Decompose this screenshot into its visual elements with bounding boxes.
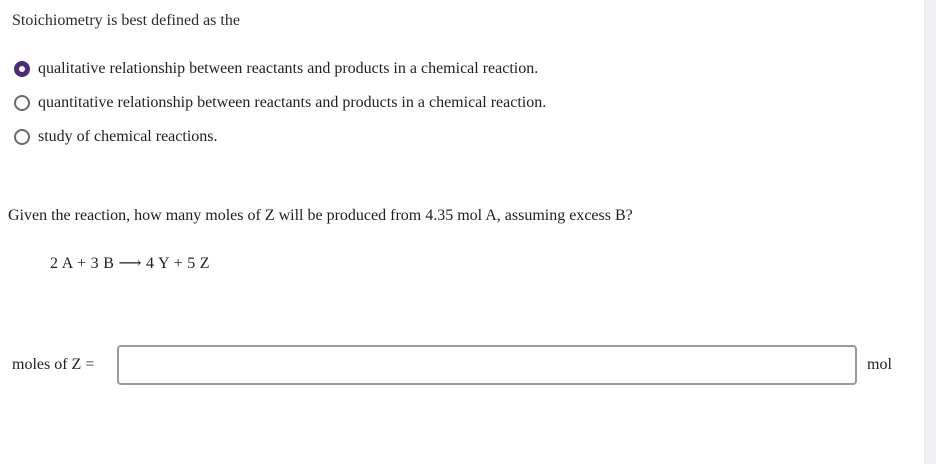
question2-prompt: Given the reaction, how many moles of Z will be produced from 4.35 mol A, assuming excess B?	[8, 207, 633, 224]
reaction-equation: 2 A + 3 B ⟶ 4 Y + 5 Z	[50, 255, 210, 272]
option-label: study of chemical reactions.	[38, 128, 218, 145]
unit-label: mol	[867, 356, 892, 373]
option-qualitative[interactable]	[14, 58, 538, 80]
question1-prompt: Stoichiometry is best defined as the	[12, 12, 240, 29]
option-label: quantitative relationship between reactants and products in a chemical reaction.	[38, 94, 547, 111]
radio-unselected-icon[interactable]	[14, 129, 30, 145]
option-label: qualitative relationship between reactants and products in a chemical reaction.	[38, 60, 539, 77]
option-study[interactable]	[14, 126, 218, 148]
page-scrollbar[interactable]	[924, 0, 936, 464]
radio-unselected-icon[interactable]	[14, 95, 30, 111]
radio-selected-icon[interactable]	[14, 61, 30, 77]
option-quantitative[interactable]	[14, 92, 546, 114]
moles-answer-input[interactable]	[117, 345, 857, 385]
answer-label: moles of Z =	[12, 356, 95, 373]
